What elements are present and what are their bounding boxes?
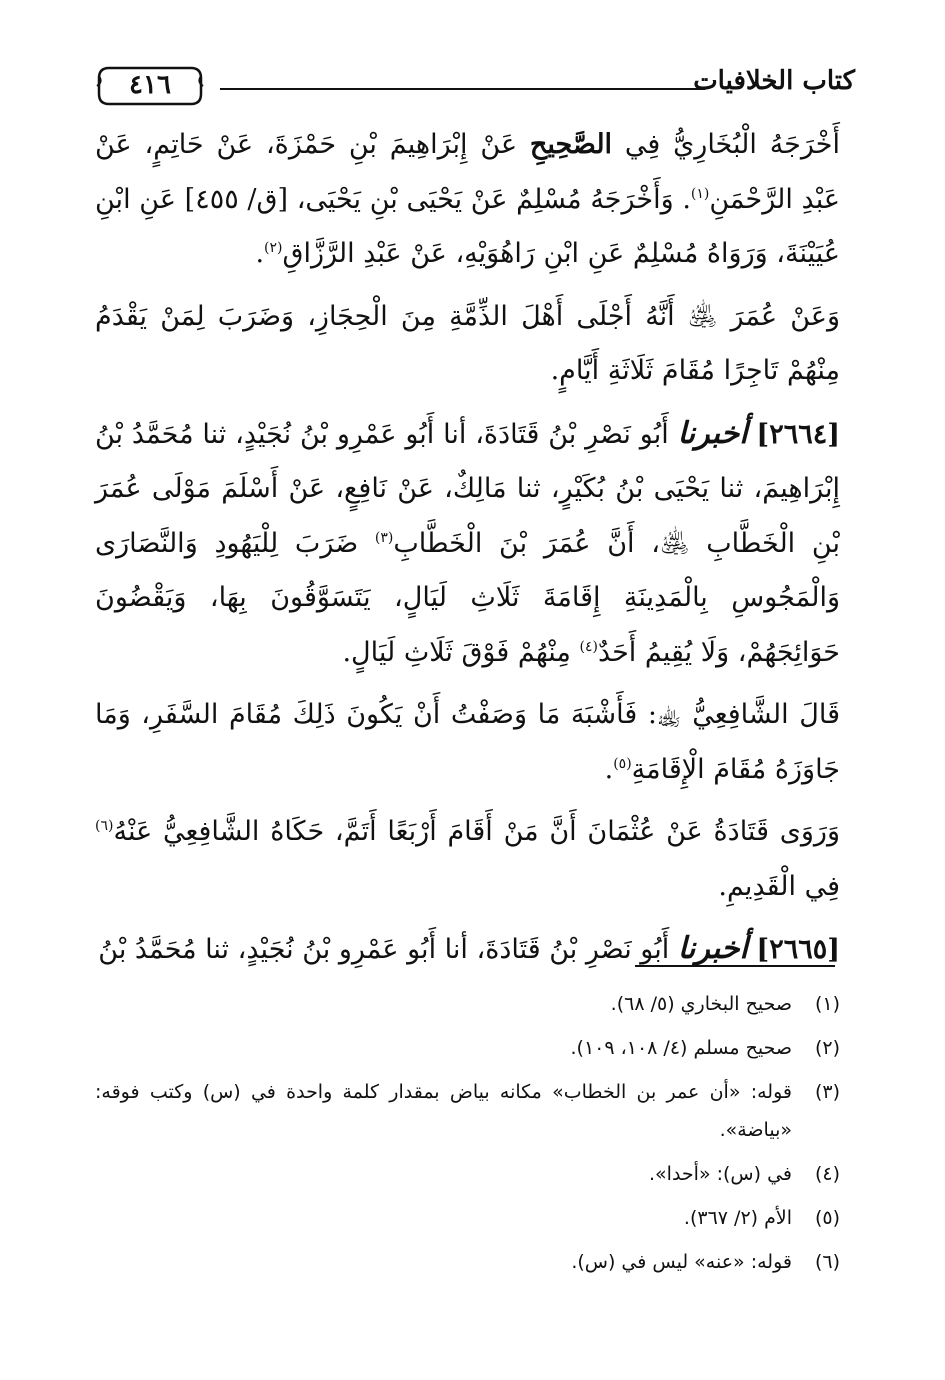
- text-span: .: [604, 753, 614, 785]
- footnote-number: (٣): [814, 1081, 840, 1103]
- akhbarana-label: أخبرنا: [677, 415, 748, 451]
- text-span: عَنْ إِبْرَاهِيمَ بْنِ حَمْزَةَ، عَنْ حَاتِمٍ، عَنْ عَبْدِ الرَّحْمَنِ: [95, 129, 840, 215]
- header-rule: [220, 88, 705, 90]
- text-span: أَبُو نَصْرِ بْنُ قَتَادَةَ، أنا أَبُو عَمْرِو بْنُ نُجَيْدٍ، ثنا مُحَمَّدُ بْنُ: [98, 934, 670, 965]
- footnote-number: (٤): [814, 1163, 840, 1185]
- footnote-text: قوله: «عنه» ليس في (س).: [571, 1251, 792, 1273]
- akhbarana-label: أخبرنا: [677, 931, 748, 966]
- text-span: قَالَ الشَّافِعِيُّ ﵀: فَأَشْبَهَ مَا وَصَفْتُ أَنْ يَكُونَ ذَلِكَ مُقَامَ السَّفَرِ، وَمَا جَاوَزَهُ مُقَامَ الْإِقَامَةِ: [95, 699, 840, 785]
- hadith-number: [٢٦٦٤]: [756, 418, 840, 450]
- page-number: ٤١٦: [129, 70, 171, 100]
- footnotes: [95, 985, 840, 1287]
- page-number-frame: [95, 64, 205, 108]
- text-span: وَرَوَى قَتَادَةُ عَنْ عُثْمَانَ أَنَّ مَنْ أَقَامَ أَرْبَعًا أَتَمَّ، حَكَاهُ الشَّافِعِيُّ عَنْهُ: [113, 816, 840, 847]
- footnote-ref-3[interactable]: (٣): [374, 529, 394, 546]
- hadith-number: [٢٦٦٥]: [756, 934, 840, 965]
- footnote-item: [95, 985, 840, 1023]
- footnote-number: (٢): [814, 1037, 840, 1059]
- text-span: أَخْرَجَهُ الْبُخَارِيُّ فِي: [624, 129, 840, 160]
- footnote-text: قوله: «أن عمر بن الخطاب» مكانه بياض بمقدار كلمة واحدة في (س) وكتب فوقه: «بياضة».: [95, 1081, 792, 1141]
- book-title: كتاب الخلافيات: [693, 66, 855, 96]
- footnote-ref-1[interactable]: (١): [690, 185, 710, 202]
- paragraph-qatada: [95, 805, 840, 914]
- footnote-number: (٦): [814, 1251, 840, 1273]
- text-span: فِي الْقَدِيمِ.: [718, 870, 840, 902]
- paragraph-2: وَعَنْ عُمَرَ ﵁ أَنَّهُ أَجْلَى أَهْلَ الذِّمَّةِ مِنَ الْحِجَازِ، وَضَرَبَ لِمَنْ يَقْدَمُ مِنْهُمْ تَاجِرًا مُقَامَ ثَلَاثَةِ أَيَّامٍ.: [95, 300, 840, 386]
- text-span: أَبُو نَصْرِ بْنُ قَتَادَةَ، أنا أَبُو عَمْرِو بْنُ نُجَيْدٍ، ثنا مُحَمَّدُ بْنُ إِبْرَاهِيمَ، ثنا يَحْيَى بْنُ بُكَيْرٍ، ثنا مَالِكٌ، عَنْ نَافِعٍ، عَنْ أَسْلَمَ مَوْلَى عُمَرَ بْنِ الْخَطَّابِ ﵁، أَنَّ عُمَرَ بْنَ الْخَطَّابِ: [95, 418, 840, 559]
- footnote-item: [95, 1155, 840, 1193]
- text-span: . وَأَخْرَجَهُ مُسْلِمٌ عَنْ يَحْيَى بْنِ يَحْيَى، [ق/ ٤٥٥] عَنِ ابْنِ عُيَيْنَةَ، وَرَوَاهُ مُسْلِمٌ عَنِ ابْنِ رَاهُوَيْهِ، عَنْ عَبْدِ الرَّزَّاقِ: [95, 183, 840, 269]
- footnote-item: [95, 1243, 840, 1281]
- footnote-text: في (س): «أحدا».: [649, 1163, 792, 1185]
- footnote-item: [95, 1199, 840, 1237]
- footnote-text: صحيح مسلم (٤/ ١٠٨، ١٠٩).: [570, 1037, 792, 1059]
- footnote-item: [95, 1073, 840, 1149]
- footnote-number: (١): [814, 993, 840, 1015]
- text-span: مِنْهُمْ فَوْقَ ثَلَاثِ لَيَالٍ.: [342, 636, 571, 668]
- text-span: ضَرَبَ لِلْيَهُودِ وَالنَّصَارَى وَالْمَجُوسِ بِالْمَدِينَةِ إِقَامَةَ ثَلَاثِ لَيَالٍ، يَتَسَوَّقُونَ بِهَا، وَيَقْضُونَ حَوَائِجَهُمْ، وَلَا يُقِيمُ أَحَدٌ: [95, 527, 840, 668]
- footnote-item: [95, 1029, 840, 1067]
- page-header: [95, 60, 855, 110]
- footnote-ref-5[interactable]: (٥): [613, 755, 632, 772]
- footnote-ref-2[interactable]: (٢): [264, 240, 283, 256]
- footnote-number: (٥): [814, 1207, 840, 1229]
- text-span: .: [255, 238, 265, 269]
- footnote-text: صحيح البخاري (٥/ ٦٨).: [610, 993, 792, 1015]
- footnote-text: الأم (٢/ ٣٦٧).: [683, 1207, 792, 1229]
- paragraph-1: [95, 118, 840, 282]
- footnote-ref-4[interactable]: (٤): [579, 638, 598, 655]
- book-name-sahih: الصَّحِيحِ: [529, 129, 613, 160]
- main-text: [95, 118, 840, 986]
- hadith-2664: [95, 407, 840, 681]
- hadith-2665: [95, 922, 840, 978]
- paragraph-shafii: [95, 688, 840, 797]
- footnote-ref-6[interactable]: (٦): [95, 818, 114, 834]
- footnote-separator: [635, 965, 835, 967]
